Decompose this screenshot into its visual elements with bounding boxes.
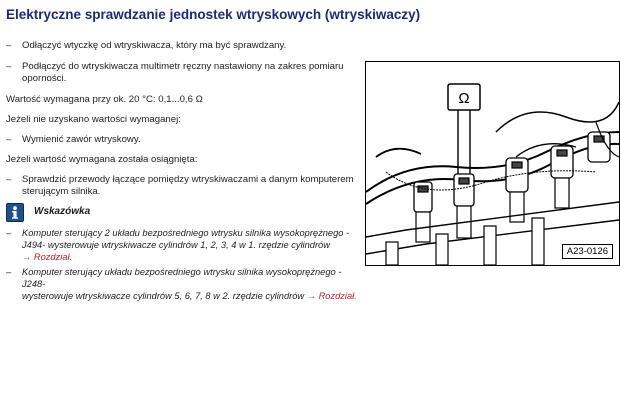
figure-label: A23-0126 — [562, 244, 613, 259]
engine-illustration — [366, 62, 619, 265]
page-title: Elektryczne sprawdzanie jednostek wtryskowych (wtryskiwaczy) — [6, 7, 421, 22]
bullet: – — [6, 267, 12, 277]
list-dash: – — [6, 61, 12, 72]
note-item-2-text: wysterowuje wtryskiwacze cylindrów 5, 6, 7, 8 w 2. rzędzie cylindrów — [22, 291, 305, 301]
condition-not-reached: Jeżeli nie uzyskano wartości wymaganej: — [6, 114, 181, 125]
bullet: – — [6, 228, 12, 238]
step-2-line-1: Podłączyć do wtryskiwacza multimetr ręczny nastawiony na zakres pomiaru — [22, 61, 344, 72]
note-item-1-line-2: J494- wysterowuje wtryskiwacze cylindrów 1, 2, 3, 4 w 1. rzędzie cylindrów — [22, 240, 330, 250]
section-link[interactable]: → Rozdział. — [306, 291, 357, 301]
note-title: Wskazówka — [34, 206, 91, 217]
section-link[interactable]: → Rozdział. — [22, 252, 73, 262]
required-value: Wartość wymagana przy ok. 20 °C: 0,1...0,6 Ω — [6, 94, 203, 105]
note-item-1-line-1: Komputer sterujący 2 układu bezpośredniego wtrysku silnika wysokoprężnego - — [22, 228, 350, 238]
step-2-line-2: oporności. — [22, 73, 67, 84]
step-4-line-1: Sprawdzić przewody łączące pomiędzy wtryskiwaczami a danym komputerem — [22, 174, 354, 185]
note-item-2-line-2 — [22, 290, 358, 302]
injector-figure — [365, 61, 620, 266]
step-1: Odłączyć wtyczkę od wtryskiwacza, który ma być sprawdzany. — [22, 40, 287, 51]
note-item-1 — [6, 227, 358, 263]
list-dash: – — [6, 174, 12, 185]
list-dash: – — [6, 134, 12, 145]
ohm-symbol: Ω — [458, 90, 470, 107]
condition-reached: Jeżeli wartość wymagana została osiągnięta: — [6, 154, 198, 165]
step-3: Wymienić zawór wtryskowy. — [22, 134, 141, 145]
info-icon — [6, 203, 24, 222]
list-dash: – — [6, 40, 12, 51]
note-item-2-line-1: Komputer sterujący układu bezpośredniego wtrysku silnika wysokoprężnego -J248- — [22, 267, 342, 289]
step-4-line-2: sterującym silnika. — [22, 186, 101, 197]
note-item-2 — [6, 266, 358, 302]
